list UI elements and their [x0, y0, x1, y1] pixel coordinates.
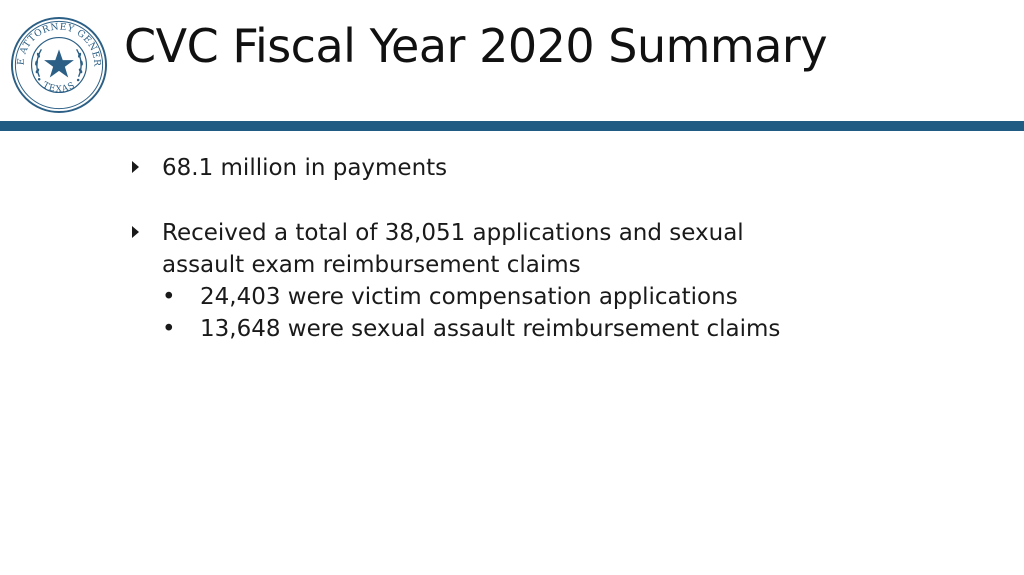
svg-text:THE ATTORNEY GENERAL: E ATTORNEY GENER	[15, 21, 103, 67]
slide-title: CVC Fiscal Year 2020 Summary	[124, 19, 828, 73]
dot-bullet-icon: •	[162, 284, 176, 310]
sub-bullet-sexual-assault-claims	[162, 313, 950, 345]
title-divider	[0, 121, 1024, 131]
sub-bullet-victim-compensation	[162, 281, 950, 313]
bullet-payments	[130, 152, 950, 184]
bullet-text: Received a total of 38,051 applications and sexual assault exam reimbursement claims	[162, 220, 744, 278]
sub-bullet-text: 24,403 were victim compensation applications	[200, 284, 738, 310]
triangle-bullet-icon	[132, 226, 139, 238]
bullet-text: 68.1 million in payments	[162, 155, 448, 181]
sub-bullet-list	[162, 281, 950, 345]
triangle-bullet-icon	[132, 161, 139, 173]
slide-content	[130, 152, 950, 378]
svg-text:• TEXAS •: • TEXAS •	[32, 74, 86, 95]
bullet-applications	[130, 217, 950, 345]
attorney-general-seal-logo	[10, 16, 108, 114]
dot-bullet-icon: •	[162, 316, 176, 342]
sub-bullet-text: 13,648 were sexual assault reimbursement claims	[200, 316, 781, 342]
